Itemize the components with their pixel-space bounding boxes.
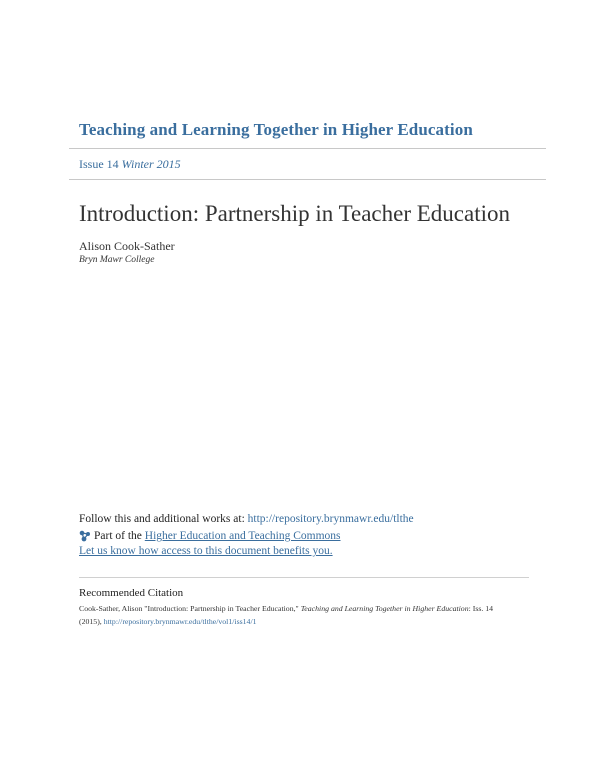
benefits-link[interactable]: Let us know how access to this document benefits you.	[79, 545, 333, 557]
journal-title[interactable]: Teaching and Learning Together in Higher Education	[79, 120, 473, 139]
citation-url[interactable]: http://repository.brynmawr.edu/tlthe/vol1/iss14/1	[103, 617, 257, 626]
citation-part2: : Iss. 14	[468, 604, 494, 613]
citation-text	[79, 602, 509, 628]
author-name: Alison Cook-Sather	[79, 239, 175, 253]
issue-season[interactable]: Winter 2015	[121, 157, 181, 171]
divider-top	[69, 148, 546, 149]
part-of-prefix: Part of the	[94, 530, 142, 542]
author-affiliation: Bryn Mawr College	[79, 255, 155, 265]
citation-part1: Cook-Sather, Alison "Introduction: Partnership in Teacher Education,"	[79, 604, 301, 613]
citation-part3: (2015),	[79, 617, 104, 626]
issue-number[interactable]: Issue 14	[79, 157, 119, 171]
commons-link[interactable]: Higher Education and Teaching Commons	[144, 530, 341, 542]
citation-journal: Teaching and Learning Together in Higher Education	[300, 604, 469, 613]
divider-citation	[79, 577, 529, 578]
recommended-citation-heading: Recommended Citation	[79, 587, 184, 599]
divider-bottom	[69, 179, 546, 180]
follow-line	[79, 513, 414, 525]
part-of-line	[79, 530, 341, 542]
commons-network-icon	[79, 530, 91, 542]
repository-link[interactable]: http://repository.brynmawr.edu/tlthe	[247, 513, 414, 525]
follow-prefix: Follow this and additional works at:	[79, 513, 248, 525]
issue-line[interactable]	[79, 157, 181, 172]
article-title: Introduction: Partnership in Teacher Education	[79, 201, 511, 226]
